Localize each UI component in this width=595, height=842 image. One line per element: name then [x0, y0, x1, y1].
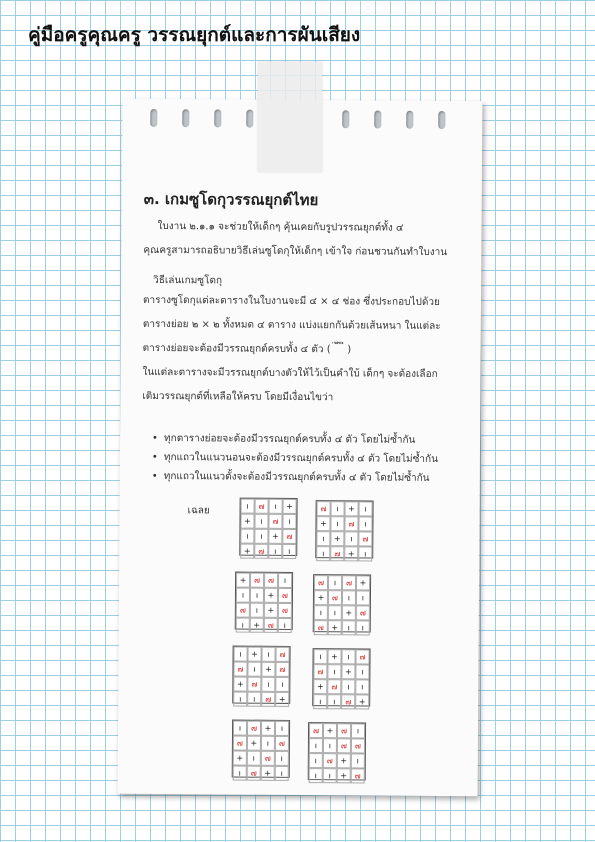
- sudoku-cell: ı: [278, 618, 292, 633]
- sudoku-cell: +: [248, 647, 262, 662]
- sudoku-cell: ı: [341, 679, 355, 694]
- sudoku-cell: ı: [278, 573, 292, 588]
- sudoku-grid: [313, 574, 371, 632]
- sudoku-cell: +: [344, 546, 358, 561]
- rule-item: [152, 448, 438, 469]
- sudoku-cell: ๗: [236, 603, 250, 618]
- sudoku-cell: ı: [254, 514, 268, 529]
- binder-hole: [150, 109, 157, 127]
- rule-text: ทุกตารางย่อยจะต้องมีวรรณยุกต์ครบทั้ง ๔ ตัว โดยไม่ซ้ำกัน: [164, 433, 416, 446]
- intro-line: ใบงาน ๒.๑.๑ จะช่วยให้เด็กๆ คุ้นเคยกับรูปวรรณยุกต์ทั้ง ๔: [157, 221, 404, 234]
- sudoku-cell: ı: [313, 649, 327, 664]
- sudoku-cell: ๗: [344, 516, 358, 531]
- sudoku-cell: ı: [247, 692, 261, 707]
- sudoku-cell: ๗: [233, 662, 247, 677]
- sudoku-cell: +: [341, 664, 355, 679]
- sudoku-cell: ı: [331, 501, 345, 516]
- sudoku-cell: ๗: [264, 618, 278, 633]
- sudoku-grid: [312, 648, 370, 706]
- sudoku-cell: ๗: [261, 751, 275, 766]
- sudoku-cell: ı: [247, 751, 261, 766]
- sudoku-cell: ๗: [275, 662, 289, 677]
- sudoku-cell: +: [342, 605, 356, 620]
- sudoku-cell: ı: [323, 738, 337, 753]
- binder-hole: [342, 110, 349, 128]
- sudoku-cell: ı: [314, 605, 328, 620]
- sudoku-cell: ๗: [254, 544, 268, 559]
- bullet-icon: •: [151, 470, 158, 483]
- sudoku-cell: ı: [275, 766, 289, 781]
- sudoku-cell: +: [356, 575, 370, 590]
- sudoku-cell: ı: [241, 499, 255, 514]
- sudoku-cell: ๗: [358, 531, 372, 546]
- sudoku-cell: ๗: [278, 603, 292, 618]
- sudoku-cell: ๗: [327, 679, 341, 694]
- sudoku-cell: +: [328, 620, 342, 635]
- sudoku-cell: +: [261, 721, 275, 736]
- sudoku-cell: ı: [250, 588, 264, 603]
- sudoku-cell: ı: [316, 531, 330, 546]
- sudoku-cell: +: [330, 531, 344, 546]
- sudoku-cell: +: [313, 679, 327, 694]
- sudoku-cell: ı: [316, 546, 330, 561]
- sudoku-cell: ı: [254, 529, 268, 544]
- sudoku-cell: +: [264, 603, 278, 618]
- howto-paragraph: [142, 289, 463, 411]
- sudoku-grid: [232, 646, 290, 704]
- bullet-icon: •: [152, 432, 159, 445]
- sudoku-cell: +: [314, 590, 328, 605]
- sudoku-cell: +: [261, 766, 275, 781]
- sudoku-cell: ı: [341, 649, 355, 664]
- sudoku-cell: ๗: [351, 738, 365, 753]
- sudoku-cell: ๗: [323, 753, 337, 768]
- howto-line: เติมวรรณยุกต์ที่เหลือให้ครบ โดยมีเงื่อนไขว่า: [142, 390, 334, 404]
- sudoku-cell: ı: [282, 514, 296, 529]
- howto-line: ในแต่ละตารางจะมีวรรณยุกต์บางตัวให้ไว้เป็นคำใบ้ เด็กๆ จะต้องเลือก: [142, 366, 438, 380]
- sudoku-grid: [235, 572, 293, 630]
- sudoku-cell: ı: [233, 692, 247, 707]
- sudoku-cell: ı: [359, 501, 373, 516]
- sudoku-cell: ı: [236, 588, 250, 603]
- sudoku-cell: ๗: [282, 529, 296, 544]
- sudoku-grid: [239, 498, 297, 556]
- sudoku-cell: +: [275, 692, 289, 707]
- sudoku-cell: ๗: [255, 499, 269, 514]
- sudoku-cell: ı: [327, 694, 341, 709]
- section-title: ๓. เกมซูโดกุวรรณยุกต์ไทย: [143, 189, 319, 210]
- tape: [258, 62, 322, 172]
- sudoku-cell: +: [345, 501, 359, 516]
- sudoku-cell: ı: [356, 590, 370, 605]
- sudoku-cell: ๗: [276, 647, 290, 662]
- sudoku-cell: +: [264, 588, 278, 603]
- sudoku-cell: ๗: [341, 694, 355, 709]
- sudoku-cell: ı: [342, 620, 356, 635]
- sudoku-cell: ๗: [317, 501, 331, 516]
- sudoku-cell: ı: [313, 694, 327, 709]
- sudoku-cell: +: [337, 768, 351, 783]
- sudoku-cell: ı: [233, 721, 247, 736]
- sudoku-cell: +: [316, 516, 330, 531]
- sudoku-cell: ı: [351, 723, 365, 738]
- sudoku-cell: ๗: [250, 573, 264, 588]
- sudoku-cell: +: [250, 618, 264, 633]
- sudoku-cell: ı: [309, 738, 323, 753]
- rule-item: [152, 429, 438, 450]
- sudoku-cell: ı: [330, 516, 344, 531]
- sudoku-cell: ๗: [275, 736, 289, 751]
- sudoku-cell: ๗: [247, 766, 261, 781]
- rule-text: ทุกแถวในแนวตั้งจะต้องมีวรรณยุกต์ครบทั้ง ๔ ตัว โดยไม่ซ้ำกัน: [163, 471, 430, 484]
- sudoku-cell: ๗: [337, 738, 351, 753]
- sudoku-cell: ı: [344, 531, 358, 546]
- sudoku-cell: ๗: [261, 692, 275, 707]
- sudoku-cell: ı: [282, 544, 296, 559]
- intro-line: คุณครูสามารถอธิบายวิธีเล่นซูโดกุให้เด็กๆ เข้าใจ ก่อนชวนกันทำใบงาน: [143, 244, 448, 259]
- sudoku-cell: ๗: [247, 677, 261, 692]
- sudoku-cell: ı: [351, 753, 365, 768]
- binder-hole: [246, 110, 253, 128]
- sudoku-cell: ๗: [233, 736, 247, 751]
- sudoku-cell: +: [240, 514, 254, 529]
- sudoku-cell: ı: [250, 603, 264, 618]
- intro-paragraph: [157, 215, 477, 241]
- sudoku-cell: +: [327, 649, 341, 664]
- rule-text: ทุกแถวในแนวนอนจะต้องมีวรรณยุกต์ครบทั้ง ๔ ตัว โดยไม่ซ้ำกัน: [163, 452, 439, 465]
- sudoku-cell: ı: [275, 677, 289, 692]
- sudoku-cell: +: [233, 677, 247, 692]
- sudoku-cell: +: [283, 499, 297, 514]
- intro-paragraph-2: [143, 239, 463, 265]
- sudoku-cell: ı: [328, 575, 342, 590]
- sudoku-cell: ๗: [356, 605, 370, 620]
- sudoku-cell: ๗: [278, 588, 292, 603]
- rule-item: [152, 467, 438, 488]
- binder-hole: [374, 111, 381, 129]
- sudoku-grid: [232, 720, 290, 778]
- sudoku-cell: ı: [247, 662, 261, 677]
- howto-heading: วิธีเล่นเกมซูโดกุ: [153, 274, 223, 287]
- sudoku-cell: ı: [342, 590, 356, 605]
- answer-label: เฉลย: [187, 505, 210, 517]
- sudoku-cell: ı: [268, 544, 282, 559]
- sudoku-cell: ๗: [337, 723, 351, 738]
- sudoku-cell: +: [268, 529, 282, 544]
- sudoku-cell: ı: [233, 766, 247, 781]
- sudoku-cell: ๗: [268, 514, 282, 529]
- sudoku-cell: +: [337, 753, 351, 768]
- sudoku-cell: ı: [355, 664, 369, 679]
- sudoku-cell: ๗: [355, 649, 369, 664]
- sudoku-cell: +: [355, 694, 369, 709]
- sudoku-cell: ๗: [342, 575, 356, 590]
- page-title: คู่มือครูคุณครู วรรณยุกต์และการผันเสียง: [28, 24, 361, 46]
- sudoku-cell: ı: [309, 753, 323, 768]
- binder-hole: [182, 109, 189, 127]
- sudoku-cell: ı: [236, 618, 250, 633]
- sudoku-cell: +: [323, 723, 337, 738]
- sudoku-cell: ı: [269, 499, 283, 514]
- sudoku-cell: +: [247, 736, 261, 751]
- binder-hole: [438, 111, 445, 129]
- sudoku-grid: [315, 500, 373, 558]
- sudoku-cell: ı: [355, 679, 369, 694]
- sudoku-cell: ı: [234, 647, 248, 662]
- notebook-page: [118, 99, 483, 796]
- sudoku-cell: ı: [328, 605, 342, 620]
- bullet-icon: •: [151, 451, 158, 464]
- binder-hole: [406, 111, 413, 129]
- sudoku-cell: ı: [275, 721, 289, 736]
- sudoku-cell: ๗: [314, 620, 328, 635]
- sudoku-cell: ı: [323, 768, 337, 783]
- sudoku-cell: +: [233, 751, 247, 766]
- sudoku-cell: ๗: [264, 573, 278, 588]
- sudoku-cell: ı: [309, 768, 323, 783]
- howto-line: ตารางซูโดกุแต่ละตารางในใบงานจะมี ๔ × ๔ ช่อง ซึ่งประกอบไปด้วย: [142, 294, 440, 308]
- sudoku-cell: ๗: [330, 546, 344, 561]
- sudoku-grid: [308, 722, 366, 780]
- sudoku-cell: ı: [356, 620, 370, 635]
- sudoku-cell: +: [236, 573, 250, 588]
- sudoku-cell: ı: [261, 677, 275, 692]
- sudoku-cell: ı: [240, 529, 254, 544]
- sudoku-cell: ı: [275, 751, 289, 766]
- sudoku-cell: ı: [358, 516, 372, 531]
- sudoku-cell: ๗: [309, 723, 323, 738]
- sudoku-cell: ı: [262, 647, 276, 662]
- howto-line: ตารางย่อยจะต้องมีวรรณยุกต์ครบทั้ง ๔ ตัว ( ่ ้ ๊ ๋ ): [142, 342, 352, 356]
- sudoku-cell: ๗: [328, 590, 342, 605]
- sudoku-cell: ๗: [313, 664, 327, 679]
- sudoku-cell: ı: [327, 664, 341, 679]
- sudoku-cell: ı: [261, 736, 275, 751]
- sudoku-cell: ๗: [351, 768, 365, 783]
- sudoku-cell: ๗: [314, 575, 328, 590]
- sudoku-cell: ı: [358, 546, 372, 561]
- binder-hole: [214, 109, 221, 127]
- rules-list: [152, 429, 438, 488]
- sudoku-cell: +: [240, 544, 254, 559]
- sudoku-cell: ๗: [247, 721, 261, 736]
- sudoku-cell: +: [261, 662, 275, 677]
- howto-line: ตารางย่อย ๒ × ๒ ทั้งหมด ๔ ตาราง แบ่งแยกกันด้วยเส้นหนา ในแต่ละ: [142, 318, 441, 332]
